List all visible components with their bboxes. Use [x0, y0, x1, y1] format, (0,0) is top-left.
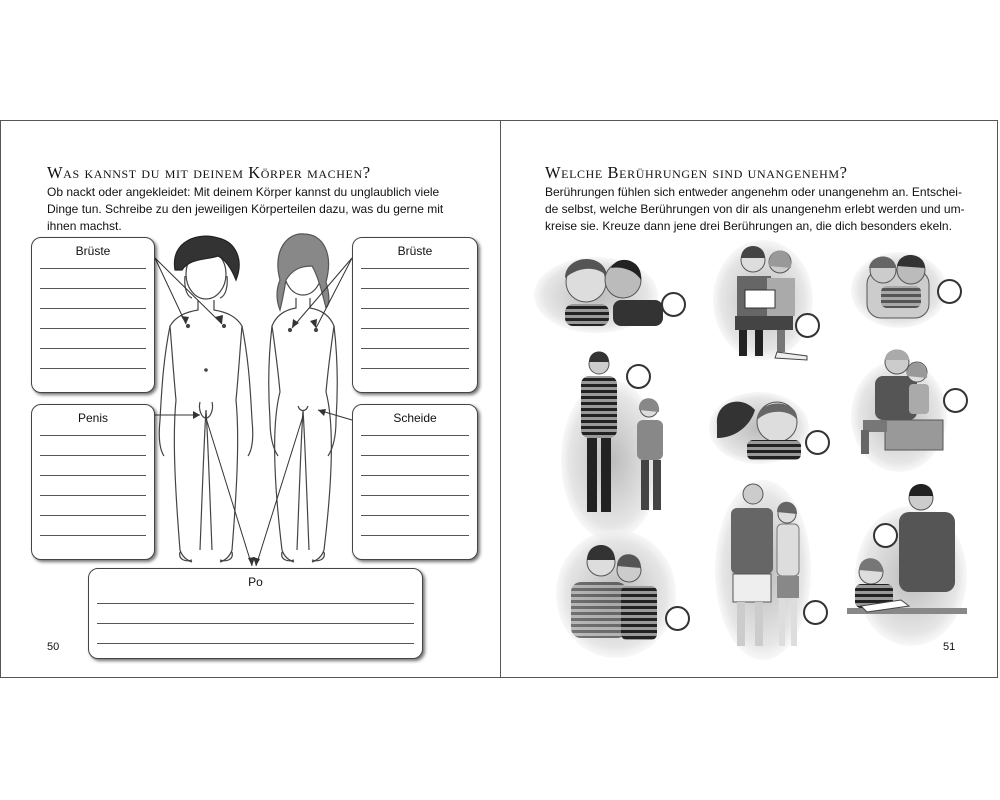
- writing-line[interactable]: [40, 348, 146, 349]
- page-number-right: 51: [943, 641, 956, 653]
- answer-circle-7[interactable]: [665, 606, 690, 631]
- writing-line[interactable]: [40, 268, 146, 269]
- writing-line[interactable]: [97, 643, 414, 644]
- writing-line[interactable]: [97, 603, 414, 604]
- scene-children-faces: [709, 392, 809, 464]
- writing-line[interactable]: [361, 268, 469, 269]
- writing-line[interactable]: [361, 455, 469, 456]
- answer-circle-4[interactable]: [626, 364, 651, 389]
- writing-line[interactable]: [40, 435, 146, 436]
- writing-line[interactable]: [361, 515, 469, 516]
- writing-line[interactable]: [361, 328, 469, 329]
- answer-circle-3[interactable]: [937, 279, 962, 304]
- right-page: [501, 120, 1000, 678]
- writing-line[interactable]: [40, 328, 146, 329]
- writing-line[interactable]: [361, 368, 469, 369]
- scene-mother-child: [556, 530, 676, 658]
- scene-adult-child-lap: [851, 350, 947, 473]
- writing-line[interactable]: [361, 495, 469, 496]
- box-label: Scheide: [393, 411, 437, 425]
- writing-line[interactable]: [361, 348, 469, 349]
- writing-box-breasts-left: [31, 237, 155, 393]
- writing-line[interactable]: [40, 308, 146, 309]
- writing-line[interactable]: [40, 495, 146, 496]
- touch-scenes-illustrations: [501, 120, 1000, 678]
- writing-line[interactable]: [40, 288, 146, 289]
- writing-line[interactable]: [40, 455, 146, 456]
- left-page-intro: Ob nackt oder angekleidet: Mit deinem Körper kannst du unglaublich viele Dinge tun. Schreibe zu den jeweiligen Körperteilen dazu, was du gerne mit ihnen machst.: [47, 185, 444, 233]
- scene-man-boy-desk: [847, 484, 967, 646]
- right-page-intro: Berührungen fühlen sich entweder angenehm oder unangenehm an. Entschei-de selbst, welche Berührungen von dir als unangenehm erlebt werden und um-kreise sie. Kreuze dann jene drei Berührungen an, die dich besonders ekeln.: [545, 185, 965, 233]
- left-page: [0, 120, 500, 678]
- writing-box-vagina: [352, 404, 478, 560]
- left-page-title: Was kannst du mit deinem Körper machen?: [47, 163, 371, 182]
- writing-box-bottom: [88, 568, 423, 659]
- writing-line[interactable]: [361, 435, 469, 436]
- answer-circle-6[interactable]: [943, 388, 968, 413]
- scene-kiss-cheek: [534, 257, 663, 333]
- writing-line[interactable]: [97, 623, 414, 624]
- writing-line[interactable]: [40, 515, 146, 516]
- box-label: Penis: [77, 411, 109, 425]
- box-label: Brüste: [397, 244, 433, 258]
- answer-circle-8[interactable]: [803, 600, 828, 625]
- writing-line[interactable]: [361, 308, 469, 309]
- scene-hug: [851, 252, 947, 328]
- writing-line[interactable]: [361, 535, 469, 536]
- writing-box-breasts-right: [352, 237, 478, 393]
- answer-circle-1[interactable]: [661, 292, 686, 317]
- writing-line[interactable]: [361, 288, 469, 289]
- page-number-left: 50: [47, 641, 60, 653]
- scene-reading-lap: [713, 240, 813, 360]
- writing-box-penis: [31, 404, 155, 560]
- writing-line[interactable]: [361, 475, 469, 476]
- answer-circle-5[interactable]: [805, 430, 830, 455]
- writing-line[interactable]: [40, 475, 146, 476]
- answer-circle-9[interactable]: [873, 523, 898, 548]
- box-label: Po: [248, 575, 263, 589]
- right-page-title: Welche Berührungen sind unangenehm?: [545, 163, 848, 182]
- writing-line[interactable]: [40, 535, 146, 536]
- scene-man-boy-standing: [715, 480, 811, 660]
- writing-line[interactable]: [40, 368, 146, 369]
- answer-circle-2[interactable]: [795, 313, 820, 338]
- box-label: Brüste: [75, 244, 111, 258]
